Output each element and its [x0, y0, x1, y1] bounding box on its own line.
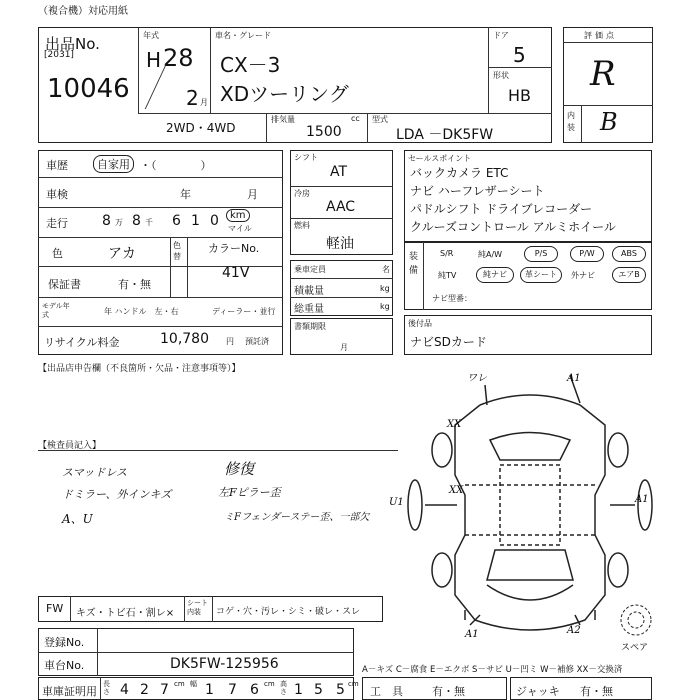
type-value: LDA －DK5FW	[396, 127, 494, 143]
drive-value: 2WD・4WD	[166, 121, 236, 135]
aftermarket-value: ナビSDカード	[410, 335, 487, 349]
seat-value: コゲ・穴・汚レ・シミ・破レ・スレ	[216, 607, 361, 617]
diagram-mark: A1	[567, 373, 581, 384]
rating-interior-label: 内装	[567, 111, 575, 132]
model-notes-label: モデル年式	[42, 302, 70, 319]
diagram-mark: ワレ	[467, 373, 487, 384]
mileage-d2: 万	[115, 218, 123, 227]
cert-unit: 幅	[190, 680, 197, 688]
inspection-year: 年	[180, 188, 191, 201]
equipment-label: 装備	[409, 252, 419, 276]
model-notes-dealer: ディーラー・並行	[212, 307, 276, 316]
model-notes-handle: 年 ハンドル 左・右	[104, 307, 179, 316]
load-label: 積載量	[294, 286, 324, 297]
model-name: CX－3	[220, 53, 281, 77]
equip-abs: ABS	[612, 246, 646, 262]
model-label: 車名・グレード	[215, 31, 271, 40]
rating-label: 評価点	[584, 31, 617, 40]
rating-score: R	[590, 54, 616, 94]
equip-pw: P/W	[570, 246, 604, 262]
doors-value: 5	[513, 43, 526, 67]
jack-label: ジャッキ	[516, 685, 560, 698]
rating-interior: B	[600, 108, 618, 136]
color-value: アカ	[108, 246, 136, 262]
recycle-value: 10,780	[160, 331, 209, 347]
mileage-d4: 千	[145, 218, 153, 227]
lot-number: 10046	[47, 74, 130, 104]
equip-sr: S/R	[440, 249, 454, 258]
cert-digit: 5	[336, 682, 345, 698]
cert-unit: 長さ	[103, 680, 110, 696]
mileage-mile: マイル	[228, 224, 252, 233]
shape-value: HB	[508, 86, 532, 105]
diagram-mark: U1	[389, 497, 404, 508]
year-era: H	[146, 48, 162, 72]
diagram-mark: A1	[635, 494, 649, 505]
model-grade: XDツーリング	[220, 82, 349, 106]
weight-unit: kg	[380, 302, 390, 311]
color-change-label: 色替	[173, 241, 181, 261]
cert-digit: 7	[160, 682, 169, 698]
fw-value: キズ・トビ石・割レ×	[76, 608, 175, 619]
color-code-label: カラーNo.	[208, 242, 260, 255]
inspector-right-2: 左Fピラー歪	[218, 486, 281, 499]
fuel-value: 軽油	[326, 236, 354, 252]
mileage-d7: 0	[210, 213, 219, 229]
registration-label: 登録No.	[44, 636, 85, 649]
chassis-value: DK5FW-125956	[170, 656, 279, 672]
inspector-label: 【検査員記入】	[38, 441, 102, 451]
color-code: 41V	[222, 265, 250, 281]
shift-label: シフト	[294, 153, 318, 162]
cert-unit: cm	[264, 680, 275, 688]
cert-digit: 7	[228, 682, 237, 698]
displacement-label: 排気量	[271, 115, 295, 124]
sales-points-label: セールスポイント	[408, 154, 472, 163]
color-label: 色	[52, 247, 63, 260]
lot-label: 出品No.	[45, 35, 100, 53]
inspector-left-2: ドミラー、外インキズ	[62, 488, 172, 501]
equip-navi: 純ナビ	[476, 267, 514, 283]
year-month-unit: 月	[200, 98, 208, 107]
history-rest: ・（ ）	[140, 159, 212, 172]
lot-tag: [2031]	[44, 50, 74, 60]
warranty-label: 保証書	[48, 278, 81, 291]
warranty-value: 有・無	[118, 278, 151, 291]
diagram-mark: A1	[465, 629, 479, 640]
chassis-label: 車台No.	[44, 659, 85, 672]
inspector-left-1: スマッドレス	[62, 466, 128, 479]
cert-digit: 4	[120, 682, 129, 698]
inspector-left-3: A、U	[62, 512, 93, 526]
history-label: 車歴	[46, 159, 68, 172]
equip-airbag: エアB	[612, 267, 646, 283]
ac-label: 冷房	[294, 189, 310, 198]
weight-label: 総重量	[294, 304, 324, 315]
inspection-label: 車検	[46, 188, 68, 201]
jack-value: 有・無	[580, 685, 613, 698]
recycle-deposit: 預託済	[245, 337, 269, 346]
cert-digit: 6	[250, 682, 259, 698]
load-unit: kg	[380, 284, 390, 293]
docs-unit: 月	[340, 343, 348, 352]
fuel-label: 燃料	[294, 221, 310, 230]
inspector-right-1: 修復	[224, 460, 255, 478]
legend-text: A－キズ C－腐食 E－エクボ S－サビ U－凹ミ W－補修 XX－交換済	[362, 665, 623, 675]
year-month: 2	[186, 86, 199, 110]
year-label: 年式	[143, 31, 159, 40]
capacity-unit: 名	[382, 265, 390, 274]
mileage-d5: 6	[172, 213, 181, 229]
equip-navi-model: ナビ型番：	[432, 294, 472, 303]
cert-unit: 高さ	[280, 680, 287, 696]
displacement-value: 1500	[306, 124, 342, 140]
inspection-month: 月	[247, 188, 258, 201]
type-label: 型式	[372, 115, 388, 124]
diagram-mark: A2	[567, 625, 581, 636]
year-value: 28	[163, 44, 194, 72]
doors-label: ドア	[493, 31, 509, 40]
mileage-d1: 8	[102, 213, 111, 229]
capacity-label: 乗車定員	[294, 265, 326, 274]
equip-tv: 純TV	[438, 271, 457, 280]
header-note: （複合機）対応用紙	[38, 6, 128, 17]
sales-point-line: ナビ ハーフレザーシート	[410, 184, 545, 198]
recycle-label: リサイクル料金	[44, 336, 120, 349]
cert-digit: 1	[294, 682, 303, 698]
car-diagram	[389, 365, 665, 653]
fw-label: FW	[46, 602, 64, 615]
aftermarket-label: 後付品	[408, 319, 432, 328]
cert-digit: 2	[140, 682, 149, 698]
equip-leather: 革シート	[520, 267, 562, 283]
mileage-label: 走行	[46, 217, 68, 230]
diagram-mark: XX	[449, 485, 464, 496]
equip-ps: P/S	[524, 246, 558, 262]
tools-value: 有・無	[432, 685, 465, 698]
ac-value: AAC	[326, 199, 356, 215]
cert-label: 車庫証明用	[42, 685, 97, 698]
sales-point-line: パドルシフト ドライブレコーダー	[410, 202, 593, 216]
shape-label: 形状	[493, 71, 509, 80]
displacement-unit: cc	[351, 114, 360, 123]
diagram-mark: XX	[447, 419, 462, 430]
history-own: 自家用	[93, 155, 134, 173]
cert-unit: cm	[174, 680, 185, 688]
mileage-km: km	[226, 209, 250, 222]
diagram-spare: スペア	[621, 643, 649, 653]
equip-extnavi: 外ナビ	[571, 271, 595, 280]
equip-aw: 純A/W	[478, 250, 503, 259]
sales-point-line: クルーズコントロール アルミホイール	[410, 220, 616, 234]
seat-label: シート内装	[187, 599, 208, 616]
recycle-unit: 円	[226, 337, 234, 346]
cert-unit: cm	[348, 680, 359, 688]
tools-label: 工 具	[370, 685, 403, 698]
inspector-right-3: ミFフェンダーステー歪、一部欠	[224, 512, 370, 523]
mileage-d6: 1	[191, 213, 200, 229]
shift-value: AT	[330, 164, 348, 180]
cert-digit: 1	[205, 682, 214, 698]
docs-label: 書類期限	[294, 322, 326, 331]
sales-point-line: バックカメラ ETC	[410, 166, 509, 180]
cert-digit: 5	[314, 682, 323, 698]
seller-note-label: 【出品店申告欄（不良箇所・欠品・注意事項等）】	[38, 364, 241, 374]
mileage-d3: 8	[132, 213, 141, 229]
